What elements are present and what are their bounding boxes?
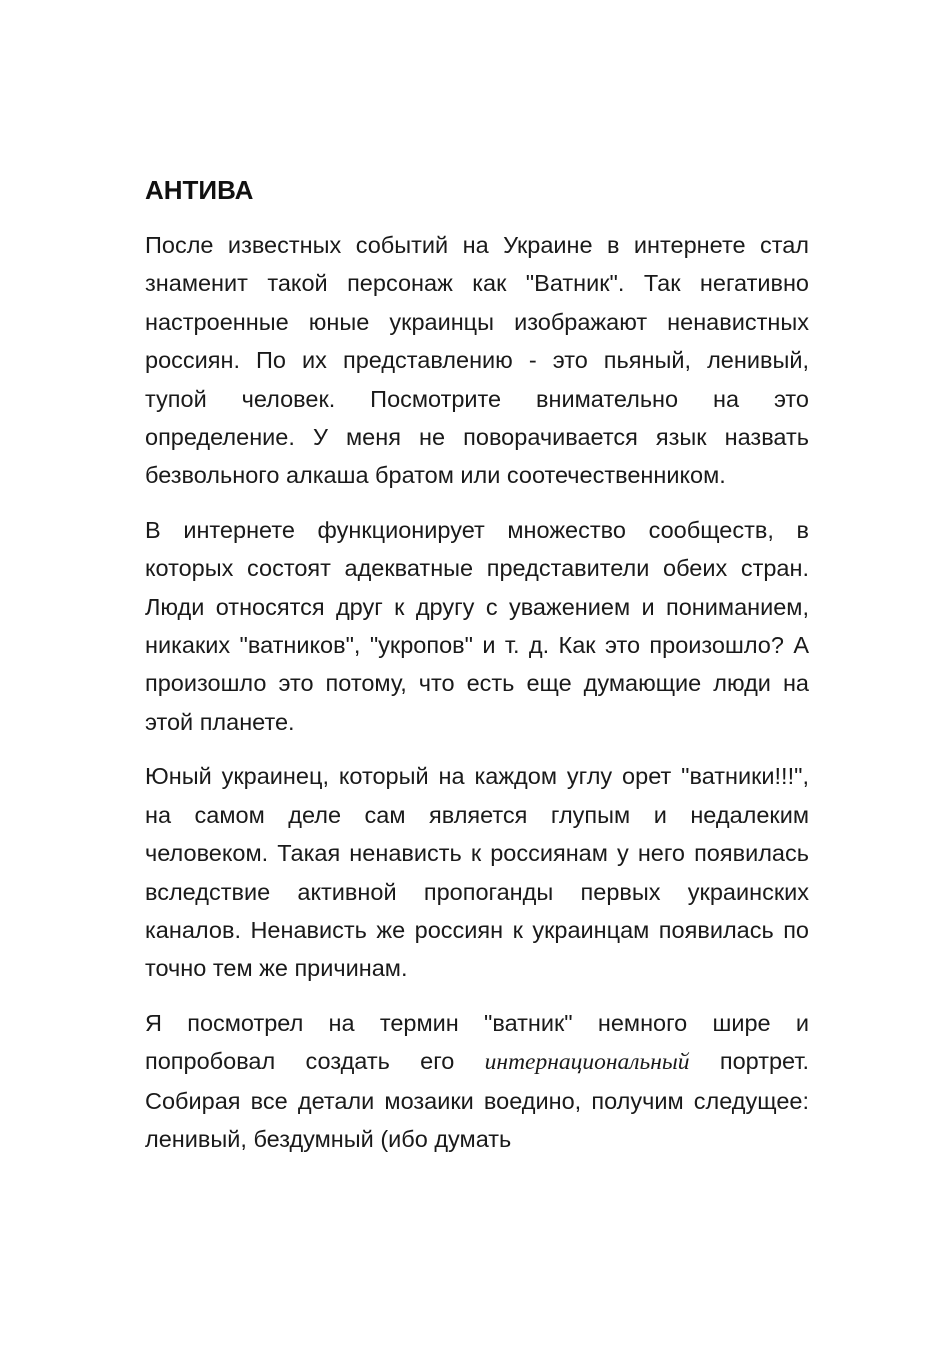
- paragraph-4-italic-word: интернациональный: [484, 1049, 690, 1076]
- paragraph-4: [145, 1004, 809, 1159]
- document-body: [145, 170, 809, 1174]
- paragraph-2: В интернете функционирует множество сообществ, в которых состоят адекватные представители обеих стран. Люди относятся друг к другу с уважением и пониманием, никаких "ватников", "укропов" и т. д. Как это произошло? А произошло это потому, что есть еще думающие люди на этой планете.: [145, 516, 809, 735]
- paragraph-1: После известных событий на Украине в интернете стал знаменит такой персонаж как "Ватник". Так негативно настроенные юные украинцы изображают ненавистных россиян. По их представлению - это пьяный, ленивый, тупой человек. Посмотрите внимательно на это определение. У меня не поворачивается язык назвать безвольного алкаша братом или соотечественником.: [145, 232, 809, 489]
- paragraph-4-text-before: Я посмотрел на термин "ватник" немного шире и попробовал создать его: [145, 1009, 809, 1075]
- chapter-title: АНТИВА: [145, 175, 254, 205]
- paragraph-3: Юный украинец, который на каждом углу орет "ватники!!!", на самом деле сам является глупым и недалеким человеком. Такая ненависть к россиянам у него появилась вследствие активной пропоганды первых украинских каналов. Ненависть же россиян к украинцам появилась по точно тем же причинам.: [145, 763, 809, 982]
- paragraph-4-text-after: портрет. Собирая все детали мозаики воедино, получим следущее: ленивый, бездумный (ибо думать: [145, 1048, 810, 1152]
